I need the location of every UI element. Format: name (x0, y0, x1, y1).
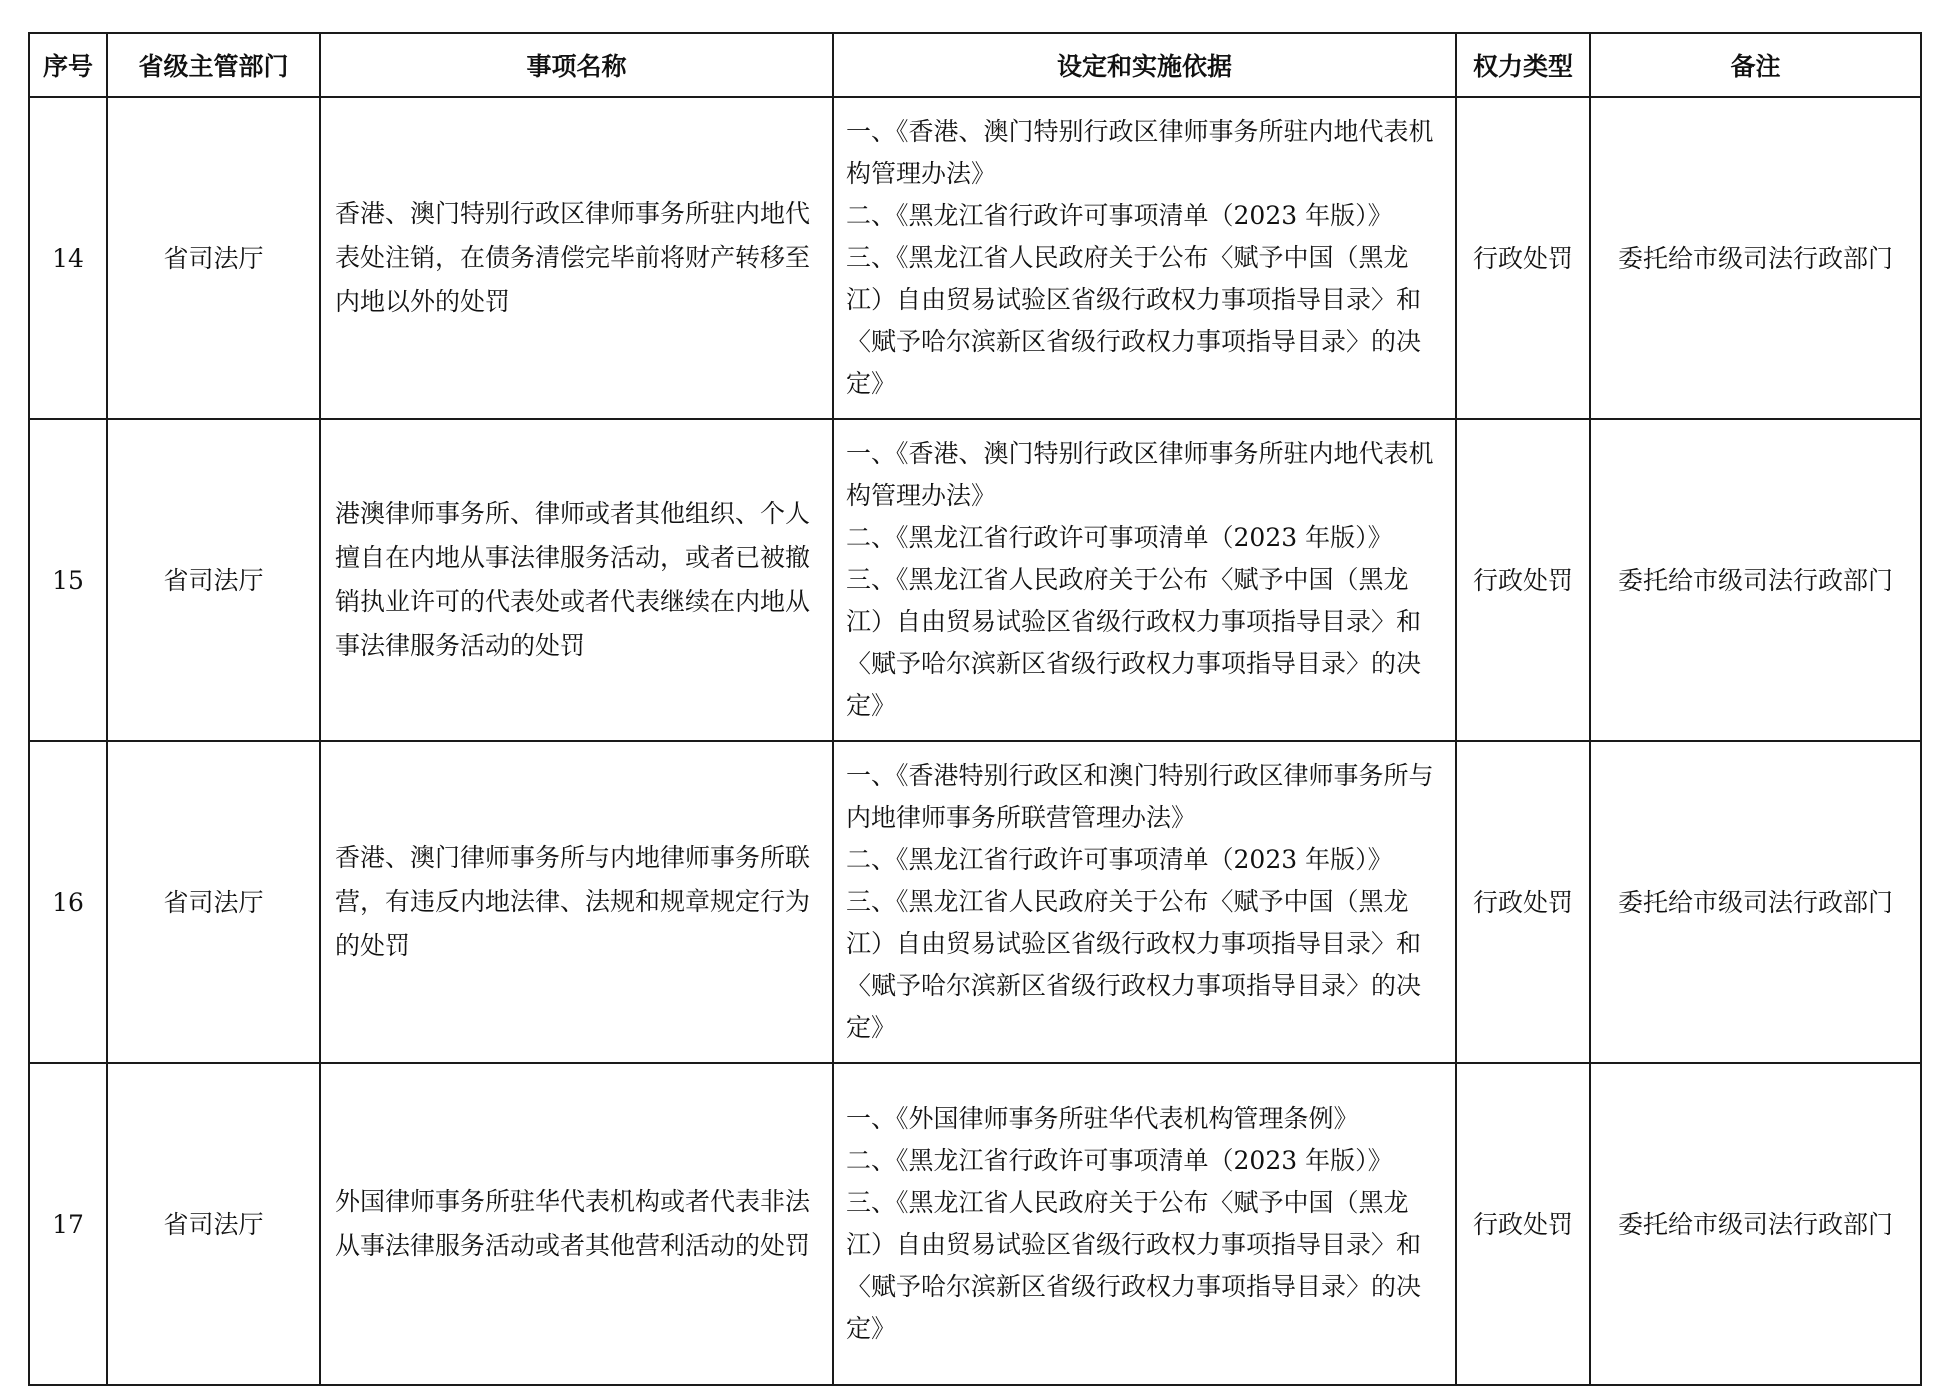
header-remarks: 备注 (1590, 33, 1921, 97)
table-row (29, 741, 1921, 1063)
basis-line: 三、《黑龙江省人民政府关于公布〈赋予中国（黑龙江）自由贸易试验区省级行政权力事项指导目录〉和〈赋予哈尔滨新区省级行政权力事项指导目录〉的决定》 (846, 1188, 1422, 1343)
table-row (29, 419, 1921, 741)
cell-index: 14 (29, 97, 107, 419)
administrative-power-table (28, 32, 1922, 1386)
basis-line: 二、《黑龙江省行政许可事项清单（2023 年版）》 (846, 845, 1393, 874)
basis-line: 三、《黑龙江省人民政府关于公布〈赋予中国（黑龙江）自由贸易试验区省级行政权力事项指导目录〉和〈赋予哈尔滨新区省级行政权力事项指导目录〉的决定》 (846, 243, 1422, 398)
table-header (29, 33, 1921, 97)
cell-department: 省司法厅 (107, 97, 320, 419)
cell-remarks: 委托给市级司法行政部门 (1590, 741, 1921, 1063)
basis-line: 二、《黑龙江省行政许可事项清单（2023 年版）》 (846, 201, 1393, 230)
cell-basis (833, 741, 1456, 1063)
basis-line: 一、《外国律师事务所驻华代表机构管理条例》 (846, 1104, 1359, 1133)
cell-power-type: 行政处罚 (1456, 741, 1590, 1063)
cell-index: 16 (29, 741, 107, 1063)
cell-remarks: 委托给市级司法行政部门 (1590, 419, 1921, 741)
cell-department: 省司法厅 (107, 1063, 320, 1385)
cell-power-type: 行政处罚 (1456, 1063, 1590, 1385)
basis-line: 一、《香港特别行政区和澳门特别行政区律师事务所与内地律师事务所联营管理办法》 (846, 761, 1434, 832)
header-index: 序号 (29, 33, 107, 97)
cell-index: 15 (29, 419, 107, 741)
header-power-type: 权力类型 (1456, 33, 1590, 97)
cell-basis (833, 1063, 1456, 1385)
basis-line: 二、《黑龙江省行政许可事项清单（2023 年版）》 (846, 523, 1393, 552)
basis-line: 三、《黑龙江省人民政府关于公布〈赋予中国（黑龙江）自由贸易试验区省级行政权力事项指导目录〉和〈赋予哈尔滨新区省级行政权力事项指导目录〉的决定》 (846, 565, 1422, 720)
header-basis: 设定和实施依据 (833, 33, 1456, 97)
basis-line: 一、《香港、澳门特别行政区律师事务所驻内地代表机构管理办法》 (846, 439, 1434, 510)
cell-item-name: 香港、澳门特别行政区律师事务所驻内地代表处注销，在债务清偿完毕前将财产转移至内地以外的处罚 (320, 97, 833, 419)
basis-line: 二、《黑龙江省行政许可事项清单（2023 年版）》 (846, 1146, 1393, 1175)
cell-department: 省司法厅 (107, 419, 320, 741)
cell-basis (833, 419, 1456, 741)
document-page (28, 32, 1920, 1386)
cell-basis (833, 97, 1456, 419)
header-department: 省级主管部门 (107, 33, 320, 97)
table-row (29, 1063, 1921, 1385)
basis-line: 一、《香港、澳门特别行政区律师事务所驻内地代表机构管理办法》 (846, 117, 1434, 188)
table-row (29, 97, 1921, 419)
cell-item-name: 外国律师事务所驻华代表机构或者代表非法从事法律服务活动或者其他营利活动的处罚 (320, 1063, 833, 1385)
cell-item-name: 香港、澳门律师事务所与内地律师事务所联营，有违反内地法律、法规和规章规定行为的处罚 (320, 741, 833, 1063)
basis-line: 三、《黑龙江省人民政府关于公布〈赋予中国（黑龙江）自由贸易试验区省级行政权力事项指导目录〉和〈赋予哈尔滨新区省级行政权力事项指导目录〉的决定》 (846, 887, 1422, 1042)
cell-item-name: 港澳律师事务所、律师或者其他组织、个人擅自在内地从事法律服务活动，或者已被撤销执业许可的代表处或者代表继续在内地从事法律服务活动的处罚 (320, 419, 833, 741)
cell-power-type: 行政处罚 (1456, 419, 1590, 741)
table-body (29, 97, 1921, 1385)
cell-department: 省司法厅 (107, 741, 320, 1063)
cell-index: 17 (29, 1063, 107, 1385)
header-row (29, 33, 1921, 97)
cell-remarks: 委托给市级司法行政部门 (1590, 1063, 1921, 1385)
cell-power-type: 行政处罚 (1456, 97, 1590, 419)
cell-remarks: 委托给市级司法行政部门 (1590, 97, 1921, 419)
header-item-name: 事项名称 (320, 33, 833, 97)
